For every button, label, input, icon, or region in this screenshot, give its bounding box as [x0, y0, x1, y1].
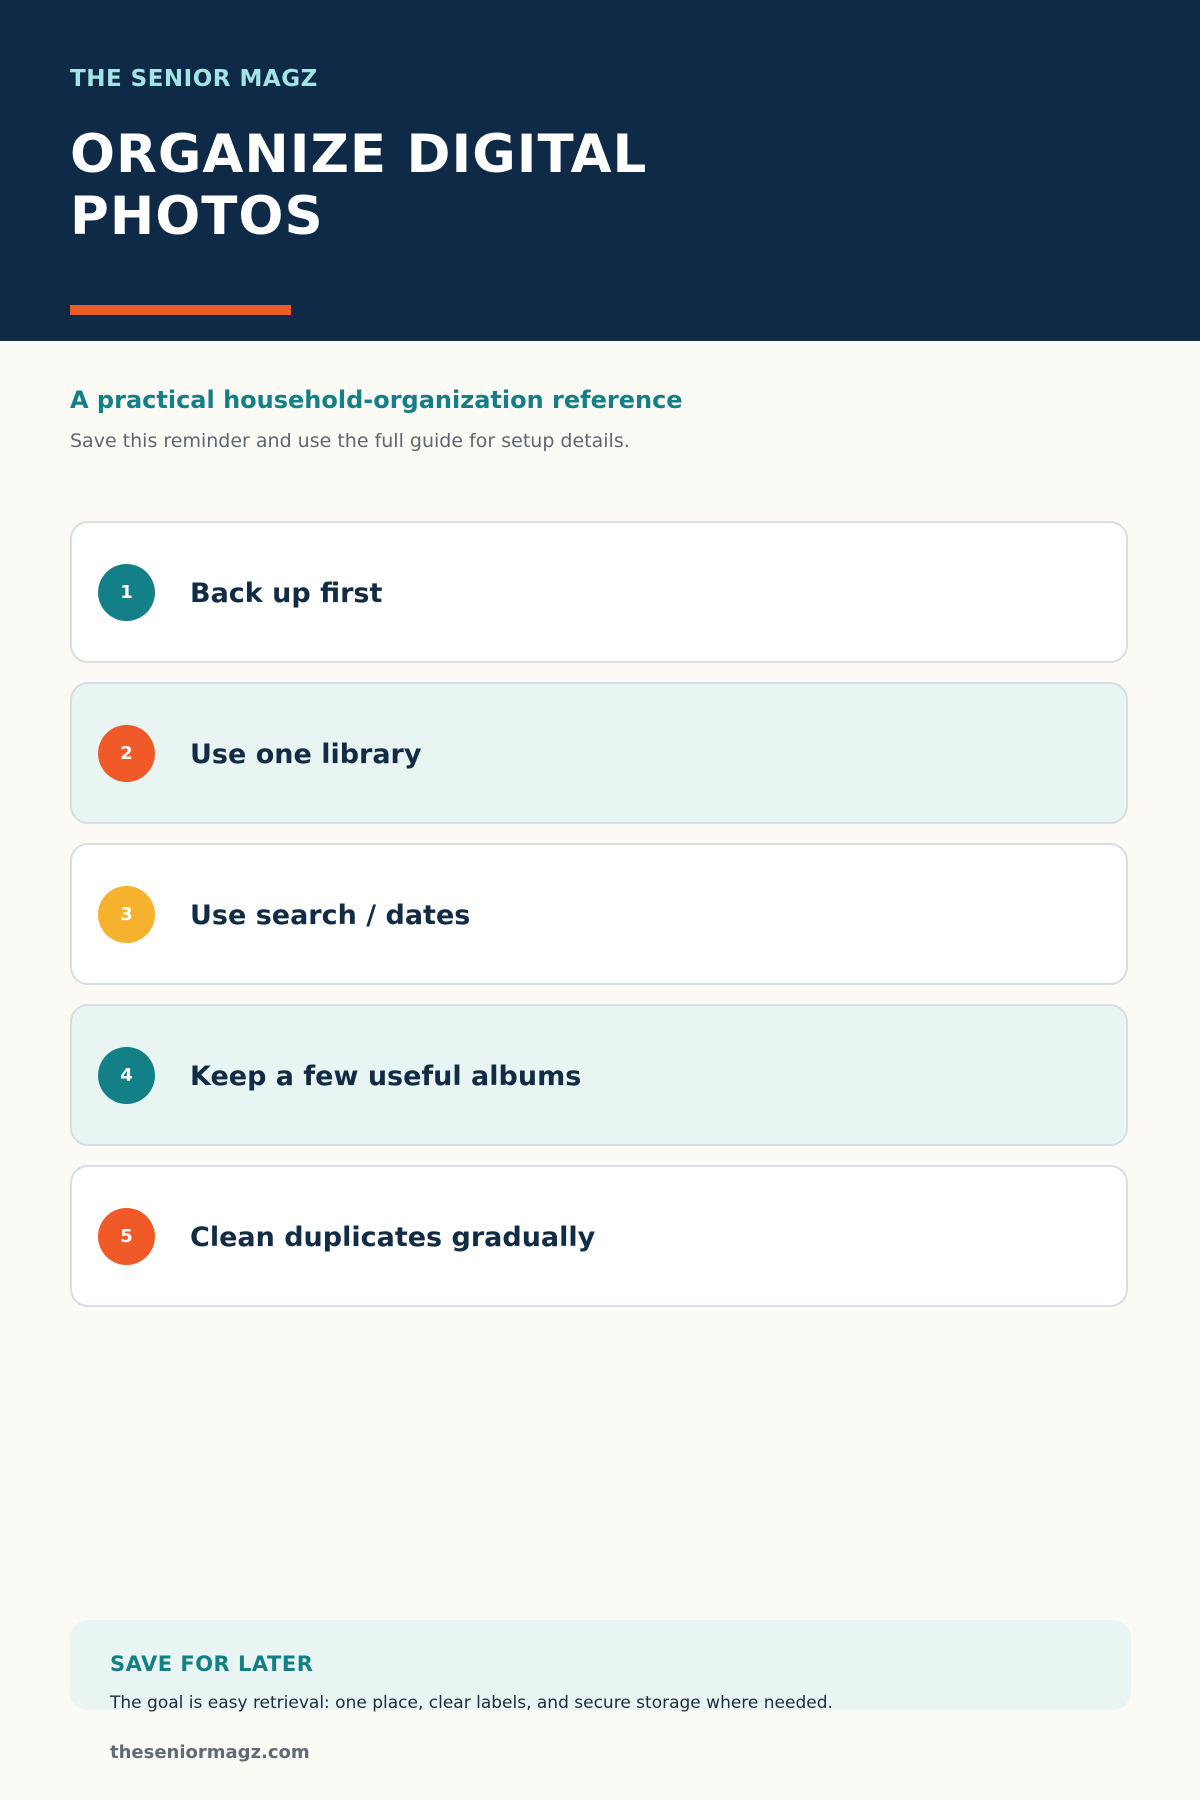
- header-banner: [0, 0, 1200, 341]
- step-card-4: [70, 1004, 1128, 1146]
- subtitle: A practical household-organization reference: [70, 386, 683, 414]
- step-number-badge: 5: [98, 1208, 155, 1265]
- step-card-1: [70, 521, 1128, 663]
- step-number-badge: 4: [98, 1047, 155, 1104]
- step-card-5: [70, 1165, 1128, 1307]
- title-underline: [70, 305, 291, 315]
- step-number-badge: 1: [98, 564, 155, 621]
- save-title: SAVE FOR LATER: [110, 1652, 314, 1676]
- step-label: Use search / dates: [190, 900, 471, 931]
- step-label: Use one library: [190, 739, 422, 770]
- page-title: ORGANIZE DIGITAL PHOTOS: [70, 124, 648, 247]
- brand-name: THE SENIOR MAGZ: [70, 66, 318, 92]
- save-text: The goal is easy retrieval: one place, clear labels, and secure storage where needed.: [110, 1693, 833, 1713]
- step-label: Keep a few useful albums: [190, 1061, 582, 1092]
- step-label: Back up first: [190, 578, 383, 609]
- step-card-2: [70, 682, 1128, 824]
- step-number-badge: 3: [98, 886, 155, 943]
- step-number-badge: 2: [98, 725, 155, 782]
- intro-text: Save this reminder and use the full guide for setup details.: [70, 430, 630, 452]
- step-card-3: [70, 843, 1128, 985]
- step-label: Clean duplicates gradually: [190, 1222, 596, 1253]
- footer-url: theseniormagz.com: [110, 1742, 310, 1763]
